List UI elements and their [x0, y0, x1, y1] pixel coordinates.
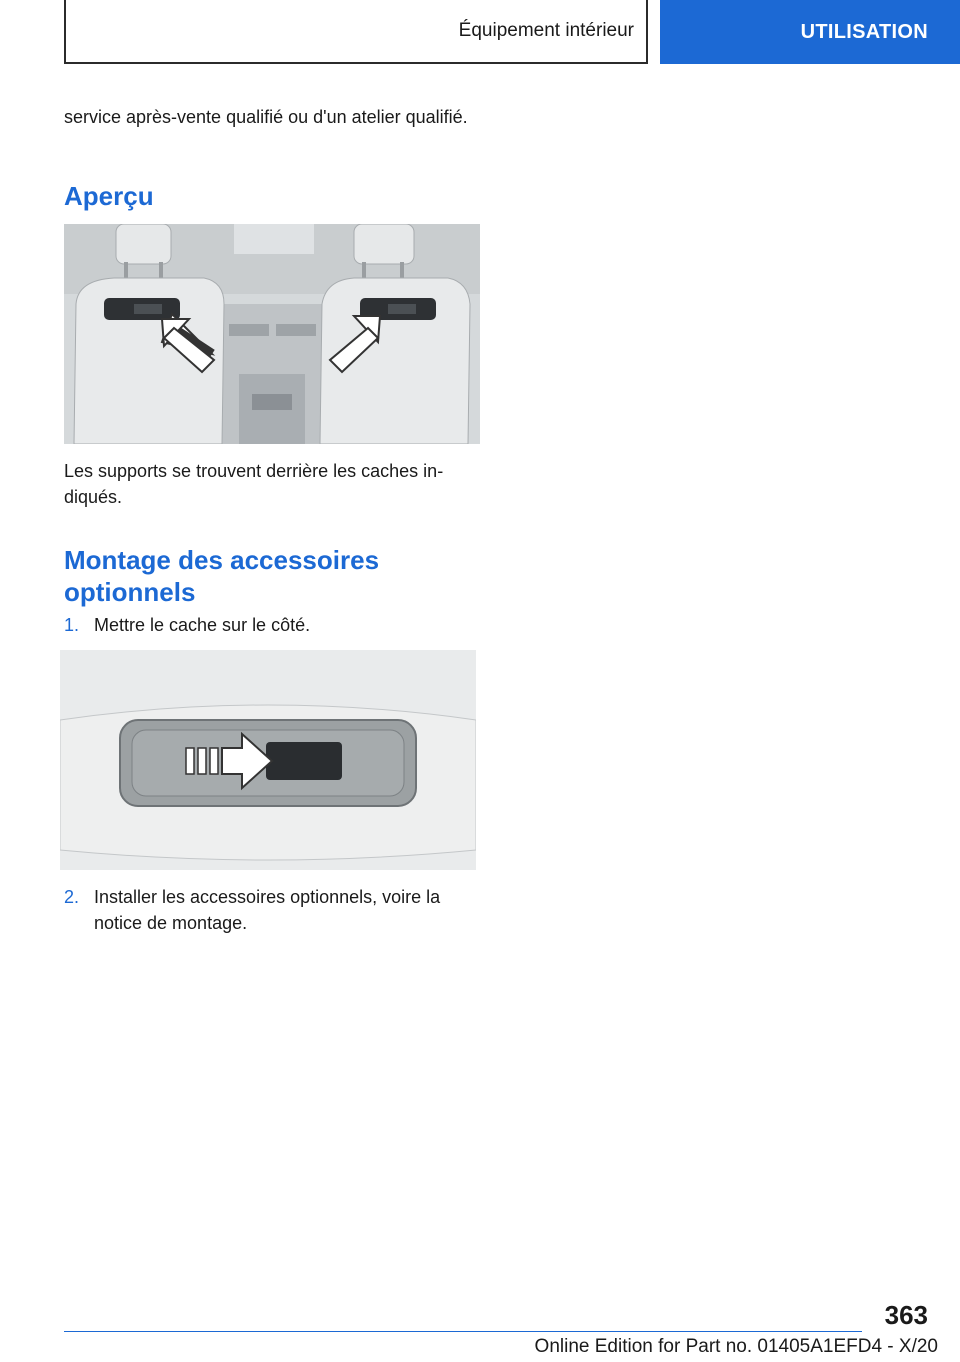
- seat-backs-figure: [64, 224, 480, 444]
- footer-divider: [64, 1331, 862, 1332]
- page-number: 363: [884, 1300, 928, 1330]
- heading-overview: Aperçu: [64, 181, 154, 211]
- header-section-title: [64, 0, 648, 64]
- intro-paragraph: service après-vente qualifié ou d'un atelier qualifié.: [64, 107, 468, 127]
- chapter-title: UTILISATION: [800, 20, 928, 43]
- step-number: 2.: [64, 887, 80, 907]
- edition-info: Online Edition for Part no. 01405A1EFD4 - X/20: [534, 1336, 938, 1357]
- seat-backs-illustration: [64, 224, 480, 444]
- cover-slide-illustration: [60, 650, 476, 870]
- header-chapter-tab: [660, 0, 960, 64]
- heading-mount-accessories: Montage des accessoires optionnels: [64, 545, 380, 607]
- cover-slide-figure: [60, 650, 476, 870]
- step-2: [64, 884, 484, 936]
- overview-caption: Les supports se trouvent derrière les caches indiqués.: [64, 461, 444, 507]
- step-text: Installer les accessoires optionnels, voire la notice de montage.: [94, 887, 441, 933]
- step-text: Mettre le cache sur le côté.: [94, 615, 311, 635]
- step-1: [64, 612, 484, 638]
- section-title: Équipement intérieur: [458, 20, 634, 41]
- step-number: 1.: [64, 615, 80, 635]
